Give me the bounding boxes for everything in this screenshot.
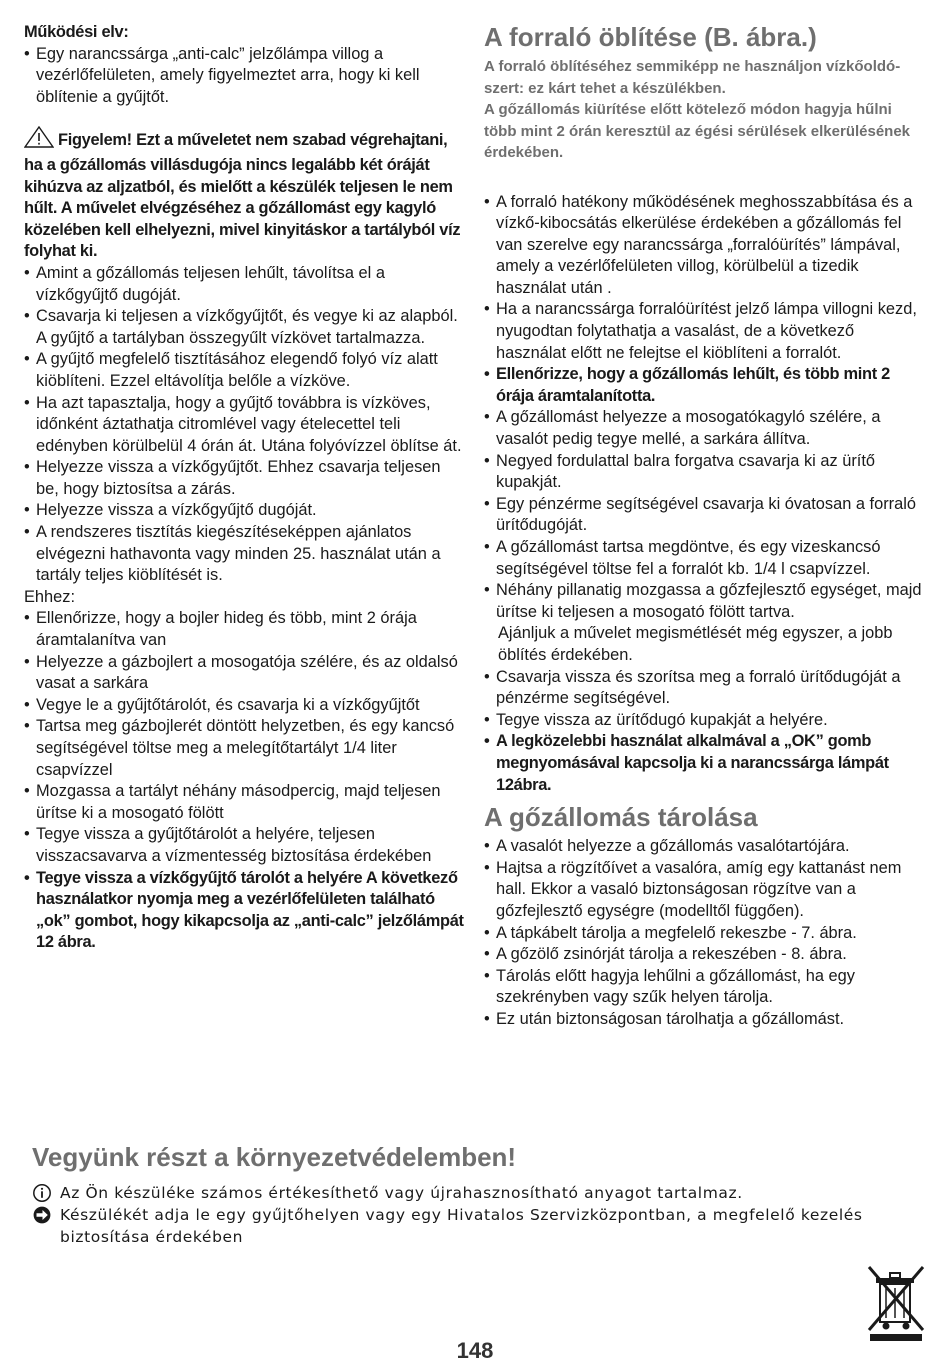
- list-item: • Vegye le a gyűjtőtárolót, és csavarja ki a vízkőgyűjtőt: [24, 695, 420, 714]
- list-item: • A tápkábelt tárolja a megfelelő rekeszbe - 7. ábra.: [484, 923, 857, 942]
- list-item: • Ha azt tapasztalja, hogy a gyűjtő továbbra is vízköves, időnként áztathatja citromlével vagy ételecettel teli edényben körülbelül 4 órán át. Utána folyóvízzel öblítse át.: [24, 393, 462, 455]
- environment-info-line: Az Ön készüléke számos értékesíthető vagy újrahasznosítható anyagot tartalmaz.: [32, 1182, 912, 1204]
- list-item: • Tárolás előtt hagyja lehűlni a gőzállomást, ha egy szekrényben vagy szűk helyen tárolja.: [484, 966, 855, 1007]
- rinse-steps-list: [484, 192, 928, 624]
- list-item: • Tegye vissza a gyűjtőtárolót a helyére, teljesen visszacsavarva a vízmentesség biztosítása érdekében: [24, 825, 432, 865]
- cleaning-steps-list: [24, 263, 464, 587]
- right-column: [484, 22, 928, 1030]
- boiler-rinse-title: A forraló öblítése (B. ábra.): [484, 22, 817, 52]
- list-item: • Amint a gőzállomás teljesen lehűlt, távolítsa el a vízkőgyűjtő dugóját.: [24, 263, 385, 304]
- repeat-note: Ajánljuk a művelet megismétlését még egyszer, a jobb öblítés érdekében.: [498, 624, 893, 664]
- list-item: • Tartsa meg gázbojlerét döntött helyzetben, és egy kancsó segítségével töltse meg a melegítőtartályt 1/4 liter csapvízzel: [24, 717, 455, 779]
- list-item: • Csavarja vissza és szorítsa meg a forraló ürítődugóját a pénzérme segítségével.: [484, 667, 901, 708]
- list-item: • Csavarja ki teljesen a vízkőgyűjtőt, és vegye ki az alapból. A gyűjtő a tartályban összegyűlt vízkövet tartalmazza.: [24, 307, 458, 347]
- list-item: • A vasalót helyezze a gőzállomás vasalótartójára.: [484, 837, 850, 856]
- list-item: • Helyezze vissza a vízkőgyűjtő dugóját.: [24, 501, 317, 520]
- list-item: • A forraló hatékony működésének meghosszabbítása és a vízkő-kibocsátás elkerülése érdekében a gőzállomás fel van szerelve egy narancssárga „forralóürítés” lámpával, amely a vezérlőfelületen villog, körülbelül a tizedik használat után .: [484, 192, 913, 297]
- boiler-rinse-note-1: A forraló öblítéséhez semmiképp ne használjon vízkőoldó- szert: ez kárt tehet a készülékben.: [484, 58, 901, 97]
- rinse-final-list: [484, 667, 928, 797]
- list-item: • Ellenőrizze, hogy a bojler hideg és több, mint 2 órája áramtalanítva van: [24, 609, 417, 650]
- list-item: • Negyed fordulattal balra forgatva csavarja ki az ürítő kupakját.: [484, 451, 876, 492]
- list-item: • Ha a narancssárga forralóürítést jelző lámpa villogni kezd, nyugodtan folytathatja a vasalást, de a következő használat előtt ne felejtse el kiöblíteni a forralót.: [484, 300, 917, 362]
- list-item: • A legközelebbi használat alkalmával a „OK” gomb megnyomásával kapcsolja ki a narancssárga lámpát 12ábra.: [484, 732, 889, 794]
- list-item: • Hajtsa a rögzítőívet a vasalóra, amíg egy kattanást nem hall. Ekkor a vasaló biztonságosan rögzítve van a gőzfejlesztő egységre (modelltől függően).: [484, 858, 902, 920]
- storage-list: [484, 836, 928, 1030]
- final-step-list: [24, 868, 464, 954]
- warning-text: Figyelem! Ezt a műveletet nem szabad végrehajtani, ha a gőzállomás villásdugója nincs legalább két óráját kihúzva az aljzatból, és mielőtt a készülék teljesen le nem hűlt. A művelet elvégzéséhez a gőzállomást egy kagyló közelében kell elhelyezni, mivel kinyitáskor a tartályból víz folyhat ki.: [24, 131, 461, 261]
- list-item: • A gőzállomást tartsa megdöntve, és egy vizeskancsó segítségével töltse fel a forralót kb. 1/4 l csapvízzel.: [484, 538, 881, 578]
- list-item: • Egy pénzérme segítségével csavarja ki óvatosan a forraló ürítődugóját.: [484, 494, 917, 535]
- list-item: • A rendszeres tisztítás kiegészítéseképpen ajánlatos elvégezni hathavonta vagy minden 25. használat után a tartály teljes kiöblítését is.: [24, 523, 441, 585]
- list-item: • Tegye vissza a vízkőgyűjtő tárolót a helyére A következő használatkor nyomja meg a vezérlőfelületen található „ok” gombot, hogy kikapcsolja az „anti-calc” jelzőlámpát 12 ábra.: [24, 868, 464, 952]
- environment-section: [32, 1140, 912, 1248]
- ehhez-label: Ehhez:: [24, 587, 76, 606]
- list-item: • Mozgassa a tartályt néhány másodpercig, majd teljesen ürítse ki a mosogató fölött: [24, 782, 441, 822]
- warning-paragraph: [24, 126, 464, 263]
- list-item: • Helyezze a gázbojlert a mosogatója szélére, és az oldalsó vasat a sarkára: [24, 652, 458, 693]
- list-item: • Helyezze vissza a vízkőgyűjtőt. Ehhez csavarja teljesen be, hogy biztosítsa a zárás.: [24, 458, 441, 498]
- warning-triangle-icon: [24, 126, 54, 155]
- principle-heading: Működési elv:: [24, 23, 129, 41]
- list-item: • Néhány pillanatig mozgassa a gőzfejlesztő egységet, majd ürítse ki teljesen a mosogató fölött tartva.: [484, 581, 922, 621]
- list-item: • A gyűjtő megfelelő tisztításához elegendő folyó víz alatt kiöblíteni. Ezzel eltávolítja belőle a vízköve.: [24, 350, 438, 390]
- page-number: 148: [456, 1338, 494, 1363]
- list-item: • A gőzállomást helyezze a mosogatókagyló szélére, a vasalót pedig tegye mellé, a sarkára állítva.: [484, 408, 881, 449]
- left-column: [24, 22, 464, 954]
- list-item: • Tegye vissza az ürítődugó kupakját a helyére.: [484, 710, 828, 729]
- list-item: • Ellenőrizze, hogy a gőzállomás lehűlt, és több mint 2 órája áramtalanította.: [484, 365, 890, 405]
- environment-title: Vegyünk részt a környezetvédelemben!: [32, 1142, 517, 1172]
- intro-list: [24, 44, 464, 109]
- boiler-rinse-note-2: A gőzállomás kiürítése előtt kötelező módon hagyja hűlni több mint 2 órán keresztül az égési sérülések elkerülésének érdekében.: [484, 101, 911, 161]
- arrow-right-circle-icon: [32, 1205, 52, 1231]
- list-item: • Egy narancssárga „anti-calc” jelzőlámpa villog a vezérlőfelületen, amely figyelmeztet arra, hogy ki kell öblítenie a gyűjtőt.: [24, 44, 420, 106]
- crossed-bin-icon: [866, 1264, 926, 1342]
- list-item: • A gőzölő zsinórját tárolja a rekeszében - 8. ábra.: [484, 945, 847, 964]
- flush-steps-list: [24, 608, 464, 867]
- environment-recycle-line: Készülékét adja le egy gyűjtőhelyen vagy egy Hivatalos Szervizközpontban, a megfelelő kezelés biztosítása érdekében: [32, 1204, 912, 1248]
- storage-title: A gőzállomás tárolása: [484, 802, 758, 833]
- list-item: • Ez után biztonságosan tárolhatja a gőzállomást.: [484, 1009, 845, 1028]
